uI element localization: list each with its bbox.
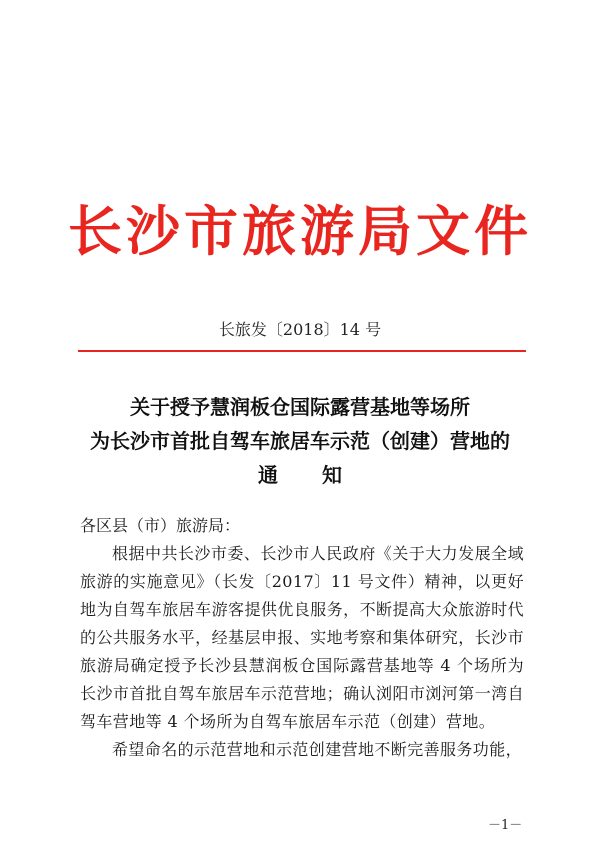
body-paragraph-2: 希望命名的示范营地和示范创建营地不断完善服务功能， [112, 740, 523, 759]
addressee: 各区县（市）旅游局： [80, 516, 241, 535]
document-number: 长旅发〔2018〕14 号 [218, 320, 382, 339]
body-text [80, 540, 524, 764]
header-divider [78, 350, 526, 352]
body-paragraph-1: 根据中共长沙市委、长沙市人民政府《关于大力发展全域旅游的实施意见》（长发〔2017〕11 号文件）精神，以更好地为自驾车旅居车游客提供优良服务，不断提高大众旅游时代的公共服务水平，经基层申报、实地考察和集体研究，长沙市旅游局确定授予长沙县慧润板仓国际露营基地等 4 个场所为长沙市首批自驾车旅居车示范营地；确认浏阳市浏河第一湾自驾车营地等 4 个场所为自驾车旅居车示范（创建）营地。 [80, 544, 524, 731]
title-line-2: 为长沙市首批自驾车旅居车示范（创建）营地的 [90, 429, 510, 453]
title-line-1: 关于授予慧润板仓国际露营基地等场所 [130, 395, 470, 419]
document-header: 长沙市旅游局文件 [68, 199, 532, 263]
document-title [60, 390, 540, 492]
page-number: －1－ [488, 818, 523, 833]
title-line-3: 通知 [258, 463, 386, 487]
